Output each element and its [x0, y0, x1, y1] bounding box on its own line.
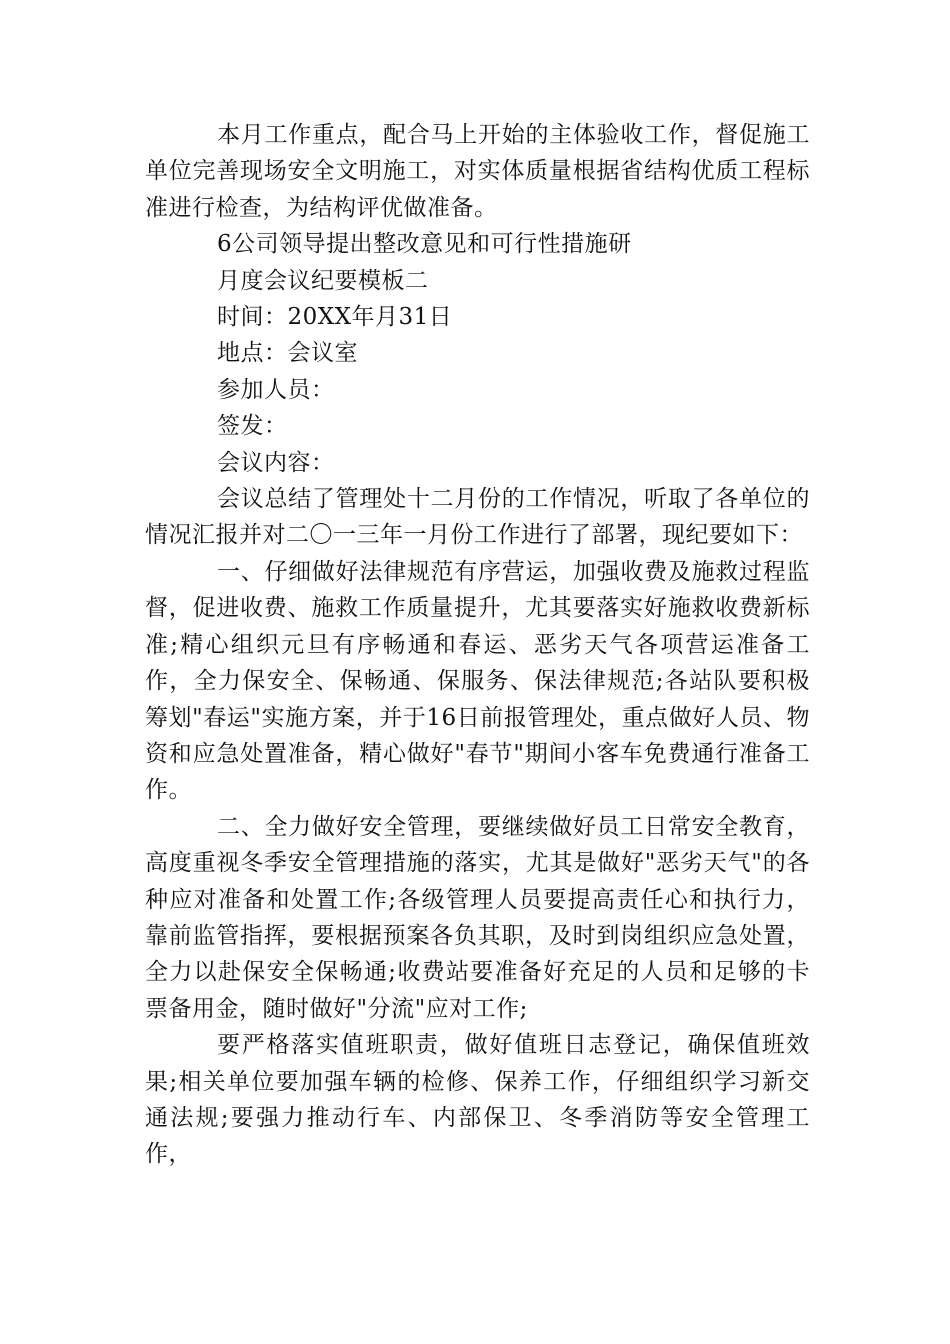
meeting-issuer: 签发：: [217, 413, 288, 440]
paragraph-leadership-note: 6公司领导提出整改意见和可行性措施研: [217, 231, 632, 258]
document-title: 月度会议纪要模板二: [217, 267, 429, 294]
paragraph-item-two: 二、全力做好安全管理，要继续做好员工日常安全教育，高度重视冬季安全管理措施的落实，尤其是做好"恶劣天气"的各种应对准备和处置工作;各级管理人员要提高责任心和执行力，靠前监管指挥，要根据预案各负其职，及时到岗组织应急处置，全力以赴保安全保畅通;收费站要准备好充足的人员和足够的卡票备用金，随时做好"分流"应对工作;: [145, 813, 810, 1022]
meeting-location: 地点：会议室: [217, 340, 358, 367]
paragraph-summary: 会议总结了管理处十二月份的工作情况，听取了各单位的情况汇报并对二〇一三年一月份工作进行了部署，现纪要如下：: [145, 486, 810, 549]
paragraph-duty: 要严格落实值班职责，做好值班日志登记，确保值班效果;相关单位要加强车辆的检修、保养工作，仔细组织学习新交通法规;要强力推动行车、内部保卫、冬季消防等安全管理工作，: [145, 1032, 810, 1168]
paragraph-work-focus: 本月工作重点，配合马上开始的主体验收工作，督促施工单位完善现场安全文明施工，对实体质量根据省结构优质工程标准进行检查，为结构评优做准备。: [145, 122, 810, 221]
paragraph-item-one: 一、仔细做好法律规范有序营运，加强收费及施救过程监督，促进收费、施救工作质量提升，尤其要落实好施救收费新标准;精心组织元旦有序畅通和春运、恶劣天气各项营运准备工作，全力保安全、保畅通、保服务、保法律规范;各站队要积极筹划"春运"实施方案，并于16日前报管理处，重点做好人员、物资和应急处置准备，精心做好"春节"期间小客车免费通行准备工作。: [145, 558, 810, 804]
meeting-attendees: 参加人员：: [217, 376, 335, 403]
meeting-content-label: 会议内容：: [217, 449, 335, 476]
meeting-time: 时间：20XX年月31日: [217, 304, 453, 331]
document-body: [145, 117, 810, 1173]
